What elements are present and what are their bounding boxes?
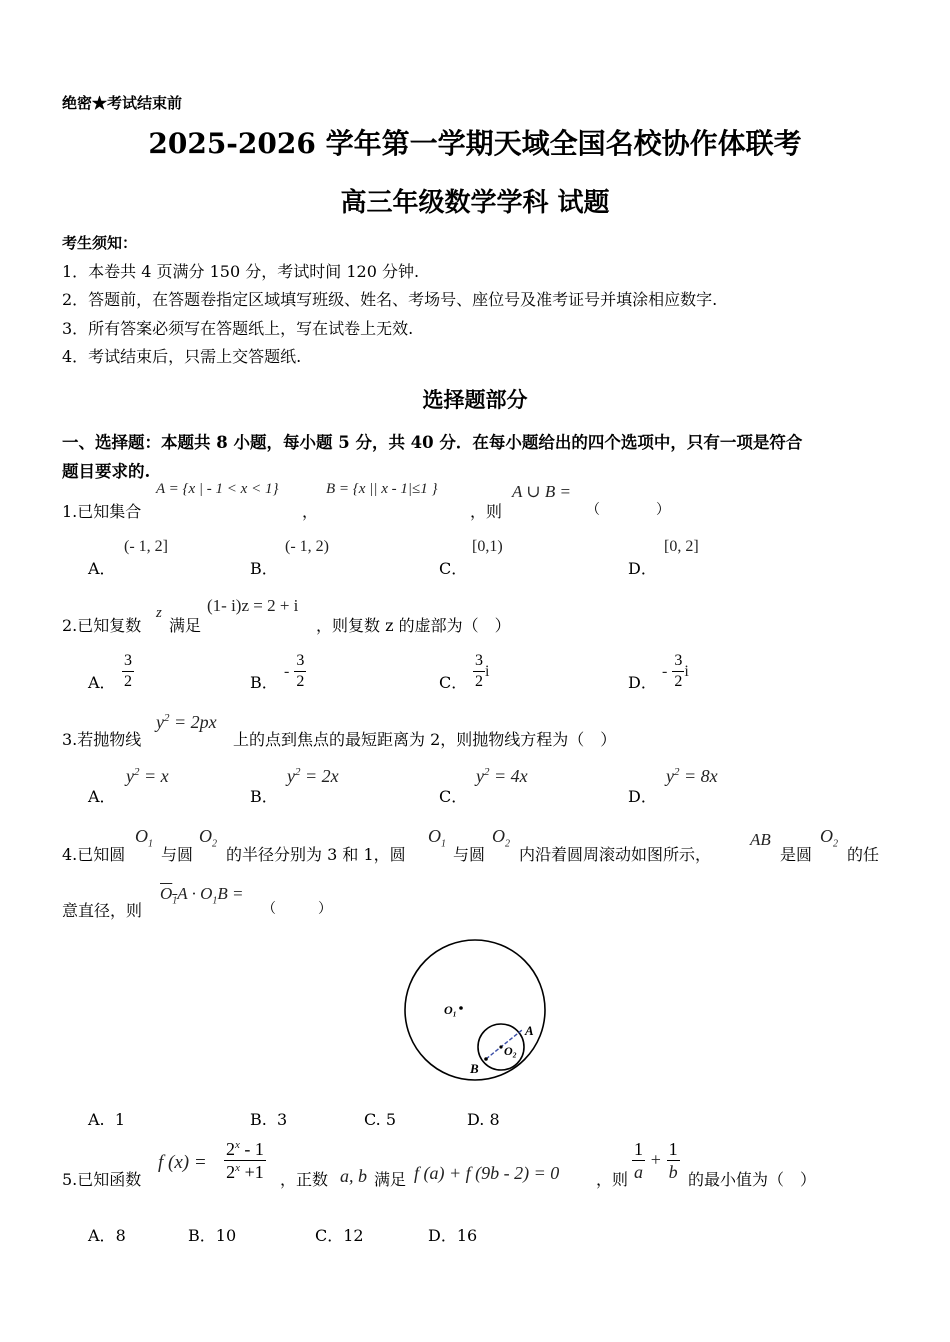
notice-item: 2．答题前，在答题卷指定区域填写班级、姓名、考场号、座位号及准考证号并填涂相应数字. [62, 290, 718, 309]
q2-expr: (1- i)z = 2 + i [207, 596, 299, 615]
option-label: D． [428, 1226, 457, 1245]
rhs: = 2px [169, 712, 217, 732]
q5-option-d[interactable] [428, 1223, 477, 1246]
var-y: y [476, 766, 484, 786]
q5-vars: a, b [340, 1166, 367, 1186]
minus-sign: - [284, 663, 290, 680]
denominator: 2 [475, 673, 483, 690]
rhs: = 4x [489, 766, 528, 786]
option-value: 16 [456, 1226, 478, 1245]
q5-text-3: 满足 [374, 1170, 407, 1189]
rhs: B = [217, 884, 244, 903]
q4-line2: 意直径，则 [62, 901, 143, 920]
fraction [224, 1140, 266, 1181]
q1-expr: A ∪ B = [512, 482, 571, 501]
exponent: 2 [484, 766, 490, 778]
subscript: 2 [212, 838, 217, 850]
option-label: B. [250, 1110, 267, 1129]
q3-option-b-label[interactable]: B． [250, 787, 278, 806]
q4-o2 [820, 826, 838, 850]
exam-subtitle: 高三年级数学学科 试题 [340, 188, 610, 218]
option-value: 5 [385, 1110, 397, 1129]
tail: - 1 [239, 1139, 264, 1159]
q3-option-b[interactable] [287, 766, 339, 787]
notice-heading: 考生须知： [62, 234, 138, 252]
q1-option-c[interactable]: [0,1) [472, 538, 503, 555]
q2-mid: 满足 [169, 616, 202, 635]
q4-o1 [428, 826, 446, 850]
q5-text-2: ，正数 [280, 1170, 329, 1189]
fraction [294, 653, 306, 690]
rhs: = 2x [300, 766, 339, 786]
q3-suffix: 上的点到焦点的最短距离为 2，则抛物线方程为（ ） [233, 730, 617, 749]
fraction [672, 653, 684, 690]
denominator: 2 [124, 673, 132, 690]
fraction [122, 653, 134, 690]
q4-option-a[interactable] [88, 1110, 125, 1129]
exponent: 2 [295, 766, 301, 778]
q5-sum-expr [632, 1140, 680, 1181]
tail: +1 [240, 1162, 264, 1182]
label-o2: O₂ [504, 1044, 517, 1058]
option-value: 1 [114, 1110, 125, 1129]
option-value: 10 [215, 1226, 237, 1245]
q1-then: ，则 [470, 502, 503, 521]
var-y: y [287, 766, 295, 786]
q1-option-d[interactable]: [0, 2] [664, 538, 699, 555]
q2-suffix: ，则复数 z 的虚部为（ ） [316, 616, 511, 635]
secret-label: 绝密★考试结束前 [62, 94, 183, 112]
q3-expr [156, 712, 217, 733]
vector-o1a [160, 884, 178, 907]
option-label: C． [315, 1226, 344, 1245]
fraction [667, 1140, 680, 1181]
fraction [473, 653, 485, 690]
option-label: C. [364, 1110, 381, 1129]
q4-text-3: 的半径分别为 3 和 1，圆 [226, 845, 406, 864]
var-o: O [160, 884, 173, 903]
q4-dot-expr [160, 884, 244, 906]
q1-option-d-label[interactable]: D． [628, 559, 657, 578]
q5-option-b[interactable] [188, 1223, 236, 1246]
option-label: A. [88, 1110, 105, 1129]
q1-option-b-label[interactable]: B． [250, 559, 278, 578]
q5-text-4: ，则 [596, 1170, 629, 1189]
q2-option-a[interactable] [122, 653, 134, 690]
numerator: 1 [668, 1139, 678, 1159]
q4-o2 [199, 826, 217, 850]
subscript: 2 [505, 838, 510, 850]
q2-prefix: 2.已知复数 [62, 616, 142, 635]
q4-text-1: 4.已知圆 [62, 845, 126, 864]
q4-option-d[interactable] [467, 1110, 500, 1129]
plus-sign: + [650, 1149, 661, 1170]
q3-option-a[interactable] [126, 766, 169, 787]
subscript: 1 [441, 838, 446, 850]
numerator: 3 [294, 653, 306, 672]
q5-prefix: 5.已知函数 [62, 1170, 142, 1189]
center-o2 [499, 1045, 502, 1048]
numerator: 3 [473, 653, 485, 672]
exponent: 2 [164, 712, 170, 724]
q4-text-6: 是圆 [780, 845, 813, 864]
minus-sign: - [662, 663, 668, 680]
var-o: O [820, 826, 833, 846]
denominator: a [634, 1162, 643, 1182]
base: 2 [226, 1162, 236, 1182]
var-o: O [199, 826, 212, 846]
section-instruction-cont: 题目要求的. [62, 462, 151, 481]
var-y: y [126, 766, 134, 786]
numerator: 1 [634, 1139, 643, 1159]
q3-option-d-label[interactable]: D． [628, 787, 657, 806]
section-instruction: 一、选择题：本题共 8 小题，每小题 5 分，共 40 分．在每小题给出的四个选项中，只有一项是符合 [62, 433, 803, 452]
option-value: 12 [343, 1226, 364, 1245]
exponent: x [235, 1139, 240, 1151]
q2-option-d-label[interactable]: D． [628, 673, 657, 692]
q5-fx: f (x) = [158, 1152, 207, 1173]
label-a: A [525, 1023, 534, 1038]
q2-option-c-label[interactable]: C． [439, 673, 468, 692]
var-o: O [428, 826, 441, 846]
q4-ab: AB [750, 830, 771, 849]
q1-set-a: A = {x | - 1 < x < 1} [156, 481, 279, 497]
imaginary-unit: i [684, 663, 689, 680]
q2-option-c[interactable] [473, 653, 489, 690]
label-b: B [470, 1061, 479, 1076]
q4-answer-paren: （ ） [262, 901, 332, 917]
numerator [224, 1140, 266, 1161]
denominator: b [668, 1162, 678, 1182]
var-o: O [135, 826, 148, 846]
rhs: = x [139, 766, 169, 786]
q2-option-a-label[interactable]: A． [88, 673, 116, 692]
label-o1: O₁ [444, 1003, 457, 1017]
option-label: B． [188, 1226, 216, 1245]
q4-circle-figure [398, 934, 552, 1086]
subscript: 2 [833, 838, 838, 850]
q4-text-4: 与圆 [453, 845, 486, 864]
q4-text-5: 内沿着圆周滚动如图所示， [519, 845, 712, 864]
option-value: 8 [489, 1110, 500, 1129]
q4-o1 [135, 826, 153, 850]
dot-product: A · O [177, 884, 213, 903]
q3-option-c-label[interactable]: C． [439, 787, 468, 806]
subscript: 1 [172, 895, 178, 907]
denominator: 2 [674, 673, 683, 690]
outer-circle [405, 940, 545, 1080]
numerator: 3 [122, 653, 134, 672]
numerator: 3 [672, 653, 684, 672]
q4-option-b[interactable] [250, 1110, 287, 1129]
center-o1 [459, 1006, 463, 1010]
notice-item: 4．考试结束后，只需上交答题纸. [62, 347, 302, 366]
imaginary-unit: i [485, 663, 490, 680]
subscript: 1 [148, 838, 153, 850]
q5-condition: f (a) + f (9b - 2) = 0 [414, 1163, 560, 1183]
var-o: O [492, 826, 505, 846]
q4-text-2: 与圆 [161, 845, 194, 864]
var-y: y [666, 766, 674, 786]
exponent: 2 [134, 766, 140, 778]
option-label: D. [467, 1110, 485, 1129]
q3-option-d[interactable] [666, 766, 718, 787]
q1-option-b[interactable]: (- 1, 2) [285, 538, 329, 555]
q4-text-7: 的任 [847, 845, 880, 864]
exam-title: 2025-2026 学年第一学期天域全国名校协作体联考 [148, 127, 802, 160]
option-value: 3 [277, 1110, 288, 1129]
q1-answer-paren: （ ） [586, 502, 670, 518]
q3-prefix: 3.若抛物线 [62, 730, 142, 749]
q2-option-d[interactable] [662, 653, 689, 690]
notice-item: 3．所有答案必须写在答题纸上，写在试卷上无效. [62, 319, 414, 338]
var-y: y [156, 712, 164, 732]
exponent: 2 [674, 766, 680, 778]
q1-prefix: 1.已知集合 [62, 502, 142, 521]
q1-comma: ， [302, 502, 319, 521]
notice-item: 1．本卷共 4 页满分 150 分，考试时间 120 分钟. [62, 262, 420, 281]
fraction [632, 1140, 645, 1181]
denominator: 2 [296, 673, 305, 690]
q2-var: z [156, 605, 162, 621]
q4-o2 [492, 826, 510, 850]
q2-option-b[interactable] [284, 653, 306, 690]
q2-option-b-label[interactable]: B． [250, 673, 278, 692]
subscript: 1 [212, 895, 218, 907]
q3-option-a-label[interactable]: A． [88, 787, 116, 806]
q1-option-a-label[interactable]: A． [88, 559, 116, 578]
q1-set-b: B = {x || x - 1|≤1 } [326, 481, 438, 497]
rhs: = 8x [679, 766, 718, 786]
denominator [224, 1161, 266, 1181]
q4-option-c[interactable] [364, 1110, 396, 1129]
section-title: 选择题部分 [422, 387, 528, 412]
exponent: x [235, 1162, 241, 1174]
base: 2 [226, 1139, 235, 1159]
q5-fraction [224, 1140, 266, 1181]
q5-option-a[interactable] [88, 1223, 126, 1246]
q3-option-c[interactable] [476, 766, 528, 787]
q1-option-c-label[interactable]: C． [439, 559, 468, 578]
q1-option-a[interactable]: (- 1, 2] [124, 538, 168, 555]
option-value: 8 [115, 1226, 126, 1245]
q5-option-c[interactable] [315, 1223, 364, 1246]
point-b [484, 1057, 488, 1061]
q5-text-5: 的最小值为（ ） [688, 1170, 817, 1189]
option-label: A． [88, 1226, 116, 1245]
